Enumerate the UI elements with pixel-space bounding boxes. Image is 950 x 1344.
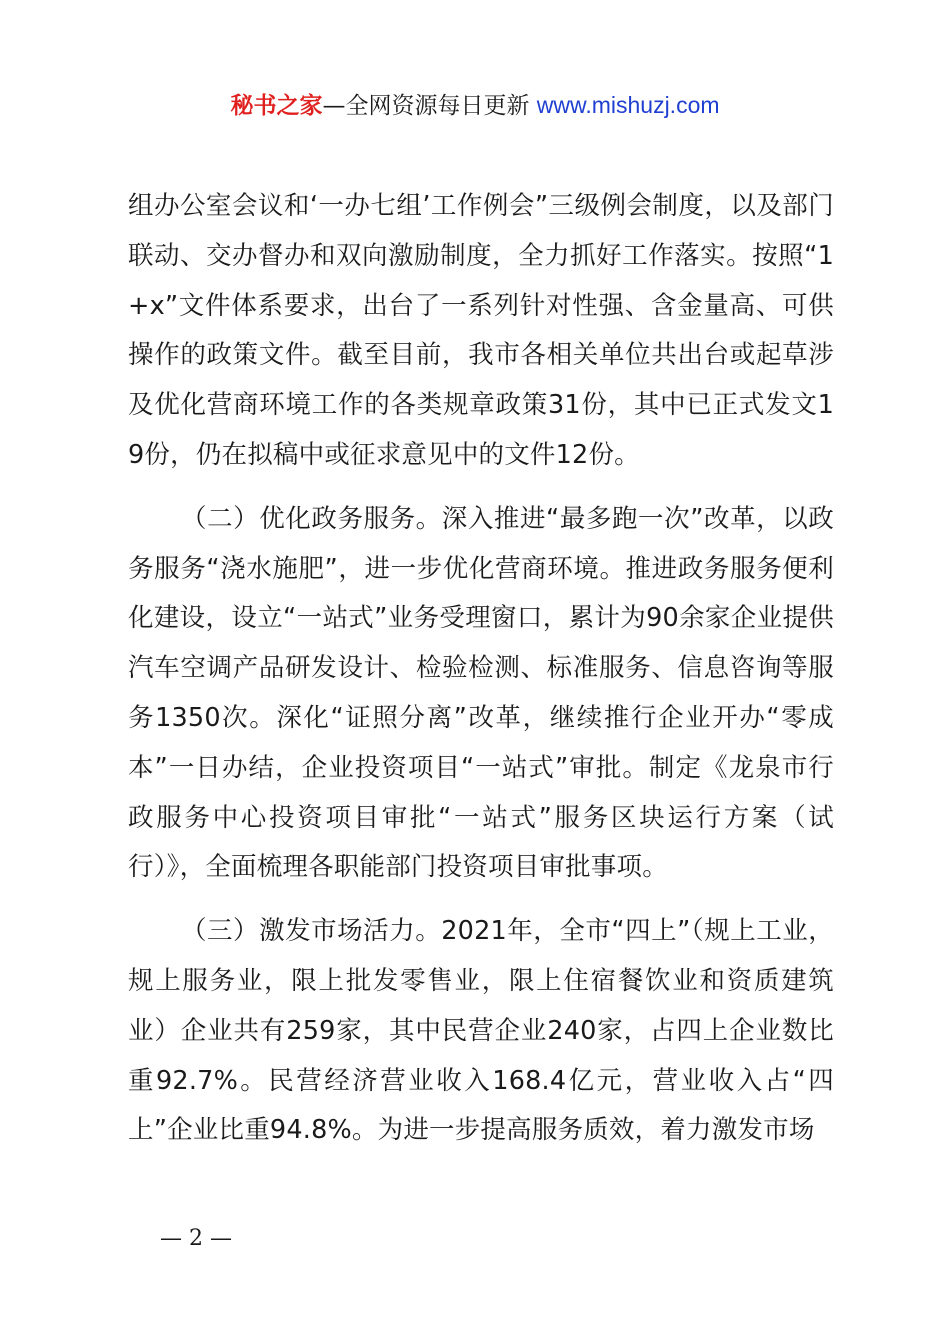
site-header <box>0 88 950 123</box>
paragraph-optimize-government-services: （二）优化政务服务。深入推进“最多跑一次”改革，以政务服务“浇水施肥”，进一步优化营商环境。推进政务服务便利化建设，设立“一站式”业务受理窗口，累计为90余家企业提供汽车空调产品研发设计、检验检测、标准服务、信息咨询等服务1350次。深化“证照分离”改革，继续推行企业开办“零成本”一日办结，企业投资项目“一站式”审批。制定《龙泉市行政服务中心投资项目审批“一站式”服务区块运行方案（试行）》，全面梳理各职能部门投资项目审批事项。 <box>128 503 834 883</box>
page-number: — 2 — <box>160 1226 232 1251</box>
header-slogan: —全网资源每日更新 <box>322 93 530 119</box>
site-url[interactable]: www.mishuzj.com <box>536 92 720 118</box>
brand-name: 秘书之家 <box>230 93 323 119</box>
paragraph-continuation: 组办公室会议和‘一办七组’工作例会”三级例会制度，以及部门联动、交办督办和双向激励制度，全力抓好工作落实。按照“1+x”文件体系要求，出台了一系列针对性强、含金量高、可供操作的政策文件。截至目前，我市各相关单位共出台或起草涉及优化营商环境工作的各类规章政策31份，其中已正式发文19份，仍在拟稿中或征求意见中的文件12份。 <box>128 191 834 470</box>
paragraph-stimulate-market-vitality: （三）激发市场活力。2021年，全市“四上”（规上工业，规上服务业，限上批发零售业，限上住宿餐饮业和资质建筑业）企业共有259家，其中民营企业240家，占四上企业数比重92.7%。民营经济营业收入168.4亿元，营业收入占“四上”企业比重94.8%。为进一步提高服务质效，着力激发市场 <box>128 916 834 1146</box>
document-body <box>128 182 834 1156</box>
